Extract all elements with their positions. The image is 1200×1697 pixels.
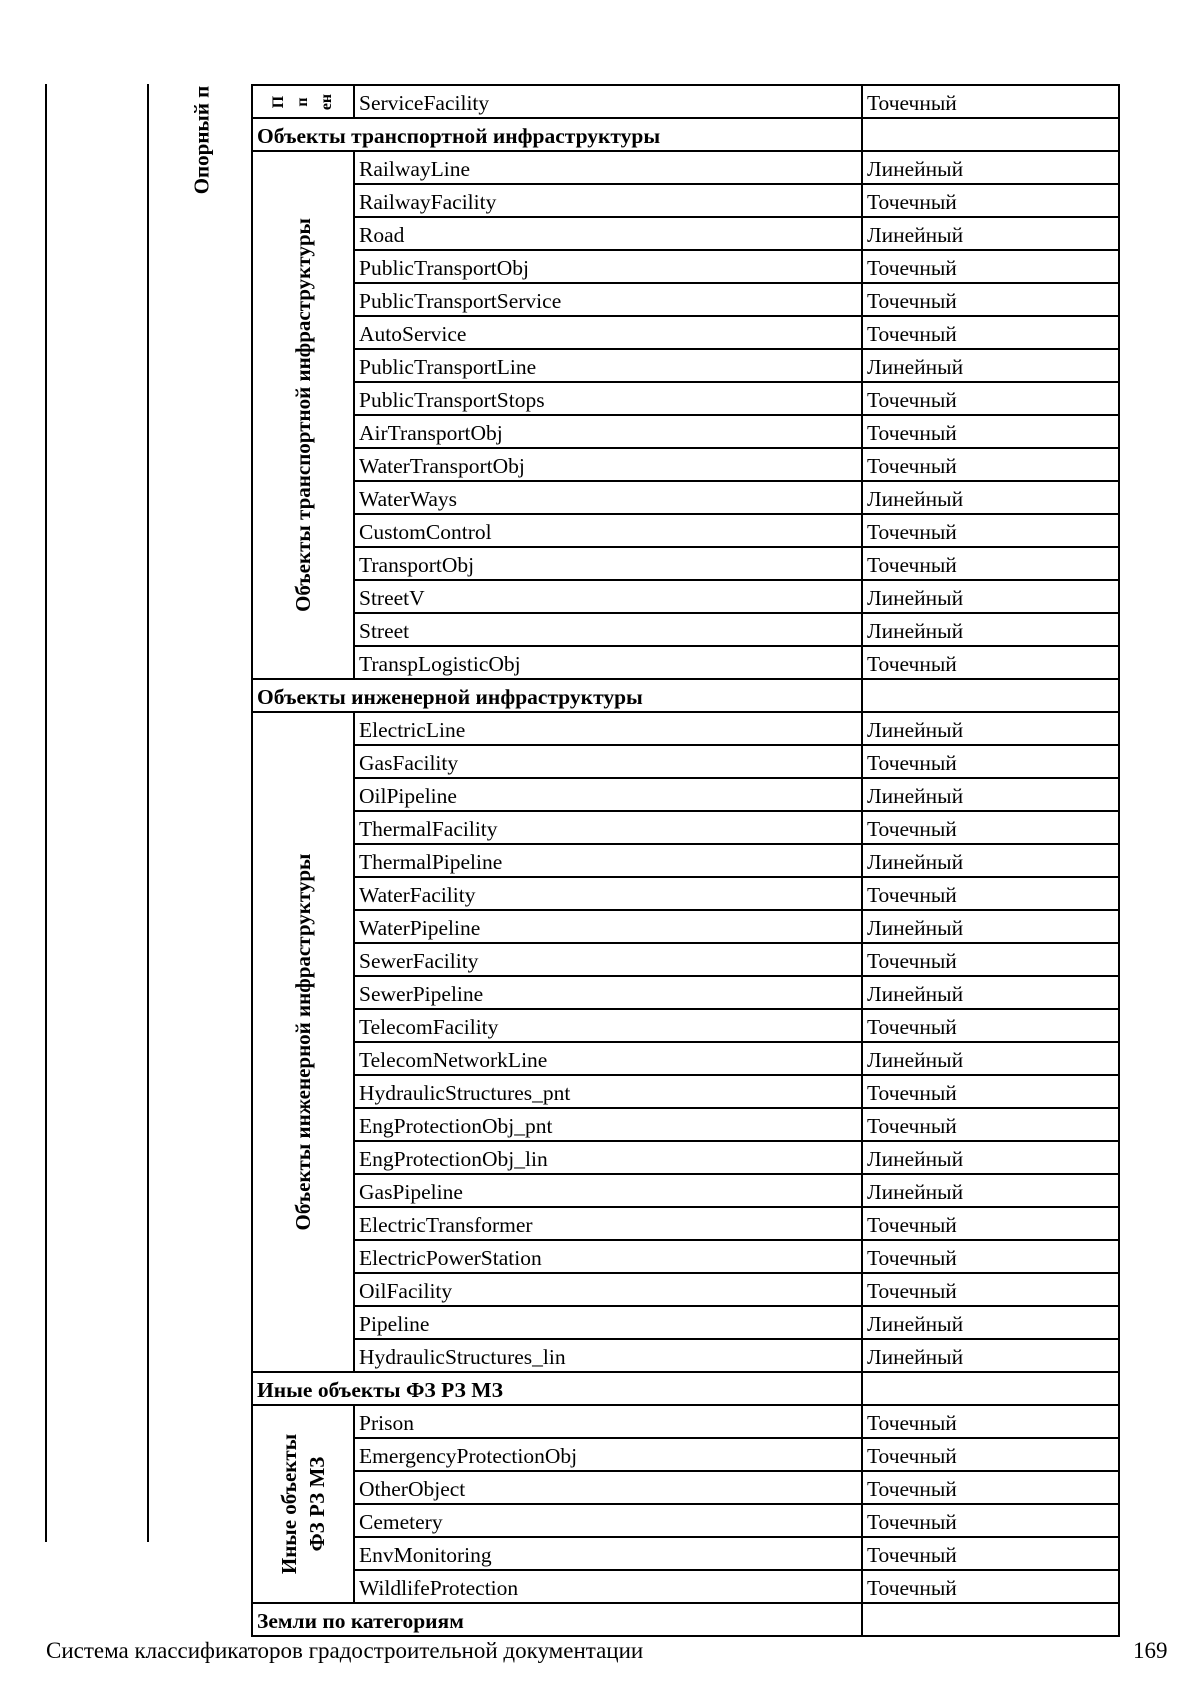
geometry-type-cell: Точечный	[862, 1570, 1119, 1603]
geometry-type-cell: Точечный	[862, 184, 1119, 217]
category-heading-row	[252, 118, 1119, 151]
group-side-label-text: Объекты инженерной инфраструктуры	[291, 853, 315, 1231]
object-name-cell: TranspLogisticObj	[354, 646, 862, 679]
group-side-label	[289, 854, 317, 1231]
table-row	[252, 349, 1119, 382]
table-row	[252, 712, 1119, 745]
category-heading-cell: Объекты инженерной инфраструктуры	[252, 679, 862, 712]
group-side-label-cell	[252, 712, 354, 1372]
geometry-type-cell: Линейный	[862, 217, 1119, 250]
geometry-type-cell: Линейный	[862, 778, 1119, 811]
table-row	[252, 1207, 1119, 1240]
object-name-cell: GasFacility	[354, 745, 862, 778]
category-heading-cell: Объекты транспортной инфраструктуры	[252, 118, 862, 151]
geometry-type-cell: Точечный	[862, 448, 1119, 481]
geometry-type-cell: Линейный	[862, 712, 1119, 745]
object-name-cell: OtherObject	[354, 1471, 862, 1504]
object-name-cell: WaterPipeline	[354, 910, 862, 943]
object-name-cell: WaterWays	[354, 481, 862, 514]
table-row	[252, 481, 1119, 514]
table-row	[252, 283, 1119, 316]
geometry-type-cell: Точечный	[862, 1405, 1119, 1438]
geometry-type-cell: Точечный	[862, 382, 1119, 415]
object-name-cell: WaterTransportObj	[354, 448, 862, 481]
geometry-type-cell: Линейный	[862, 613, 1119, 646]
table-row	[252, 943, 1119, 976]
table-row	[252, 1009, 1119, 1042]
geometry-type-cell: Точечный	[862, 646, 1119, 679]
page-number: 169	[1133, 1638, 1168, 1663]
geometry-type-cell: Точечный	[862, 1273, 1119, 1306]
object-name-cell: SewerPipeline	[354, 976, 862, 1009]
geometry-type-cell: Точечный	[862, 943, 1119, 976]
object-name-cell: SewerFacility	[354, 943, 862, 976]
group-label-fragment: ен	[318, 93, 335, 110]
group-side-label	[267, 93, 339, 109]
table-row	[252, 1141, 1119, 1174]
geometry-type-cell: Точечный	[862, 1108, 1119, 1141]
object-name-cell: GasPipeline	[354, 1174, 862, 1207]
object-name-cell: OilFacility	[354, 1273, 862, 1306]
geometry-type-cell: Точечный	[862, 1471, 1119, 1504]
table-row	[252, 646, 1119, 679]
object-name-cell: ElectricPowerStation	[354, 1240, 862, 1273]
geometry-type-cell: Точечный	[862, 1207, 1119, 1240]
table-row	[252, 1306, 1119, 1339]
group-side-label-text: Объекты транспортной инфраструктуры	[291, 218, 315, 612]
table-row	[252, 1042, 1119, 1075]
group-side-label-text: Иные объекты	[277, 1433, 301, 1575]
object-name-cell: PublicTransportService	[354, 283, 862, 316]
table-row	[252, 1108, 1119, 1141]
geometry-type-cell: Точечный	[862, 250, 1119, 283]
geometry-type-cell: Линейный	[862, 910, 1119, 943]
object-name-cell: ElectricTransformer	[354, 1207, 862, 1240]
object-name-cell: HydraulicStructures_pnt	[354, 1075, 862, 1108]
object-name-cell: TelecomNetworkLine	[354, 1042, 862, 1075]
table-row	[252, 745, 1119, 778]
classifier-table-body	[252, 85, 1119, 1636]
category-heading-row	[252, 1372, 1119, 1405]
object-name-cell: HydraulicStructures_lin	[354, 1339, 862, 1372]
table-row	[252, 580, 1119, 613]
geometry-type-cell: Линейный	[862, 151, 1119, 184]
object-name-cell: OilPipeline	[354, 778, 862, 811]
category-heading-row	[252, 679, 1119, 712]
table-row	[252, 1339, 1119, 1372]
object-name-cell: RailwayLine	[354, 151, 862, 184]
object-name-cell: WaterFacility	[354, 877, 862, 910]
table-row	[252, 1405, 1119, 1438]
table-row	[252, 415, 1119, 448]
table-row	[252, 1273, 1119, 1306]
geometry-type-cell: Точечный	[862, 1537, 1119, 1570]
table-row	[252, 910, 1119, 943]
table-row	[252, 316, 1119, 349]
object-name-cell: PublicTransportLine	[354, 349, 862, 382]
table-row	[252, 976, 1119, 1009]
geometry-type-cell: Точечный	[862, 1075, 1119, 1108]
geometry-type-cell: Точечный	[862, 85, 1119, 118]
geometry-type-cell: Линейный	[862, 580, 1119, 613]
group-label-fragment: П	[270, 95, 287, 108]
group-side-label-cell	[252, 1405, 354, 1603]
table-row	[252, 85, 1119, 118]
object-name-cell: RailwayFacility	[354, 184, 862, 217]
left-border-line	[45, 84, 47, 1542]
geometry-type-cell: Точечный	[862, 745, 1119, 778]
object-name-cell: AirTransportObj	[354, 415, 862, 448]
object-name-cell: ElectricLine	[354, 712, 862, 745]
group-side-label	[289, 218, 317, 612]
object-name-cell: EnvMonitoring	[354, 1537, 862, 1570]
inner-border-line	[147, 84, 149, 1542]
table-row	[252, 448, 1119, 481]
table-row	[252, 877, 1119, 910]
table-row	[252, 217, 1119, 250]
object-name-cell: WildlifeProtection	[354, 1570, 862, 1603]
group-side-label-cell	[252, 151, 354, 679]
geometry-type-cell: Линейный	[862, 349, 1119, 382]
geometry-type-cell: Линейный	[862, 1042, 1119, 1075]
object-name-cell: PublicTransportStops	[354, 382, 862, 415]
geometry-type-cell: Точечный	[862, 1504, 1119, 1537]
object-name-cell: Street	[354, 613, 862, 646]
category-heading-row	[252, 1603, 1119, 1636]
geometry-type-cell: Точечный	[862, 1009, 1119, 1042]
geometry-type-cell: Точечный	[862, 1240, 1119, 1273]
geometry-type-cell: Точечный	[862, 877, 1119, 910]
object-name-cell: TransportObj	[354, 547, 862, 580]
geometry-type-cell: Линейный	[862, 1174, 1119, 1207]
object-name-cell: StreetV	[354, 580, 862, 613]
table-row	[252, 1240, 1119, 1273]
object-name-cell: TelecomFacility	[354, 1009, 862, 1042]
table-row	[252, 844, 1119, 877]
table-row	[252, 1537, 1119, 1570]
table-row	[252, 778, 1119, 811]
geometry-type-cell: Точечный	[862, 415, 1119, 448]
geometry-type-cell: Линейный	[862, 1141, 1119, 1174]
object-name-cell: ServiceFacility	[354, 85, 862, 118]
table-row	[252, 1438, 1119, 1471]
geometry-type-cell: Линейный	[862, 1339, 1119, 1372]
geometry-type-cell: Точечный	[862, 1438, 1119, 1471]
object-name-cell: EngProtectionObj_lin	[354, 1141, 862, 1174]
table-row	[252, 1174, 1119, 1207]
group-side-label	[275, 1434, 331, 1574]
table-row	[252, 151, 1119, 184]
group-side-label-text: ФЗ РЗ МЗ	[305, 1456, 329, 1552]
table-row	[252, 382, 1119, 415]
table-row	[252, 811, 1119, 844]
geometry-type-cell: Точечный	[862, 316, 1119, 349]
geometry-type-cell: Точечный	[862, 547, 1119, 580]
table-row	[252, 1570, 1119, 1603]
table-row	[252, 547, 1119, 580]
object-name-cell: Prison	[354, 1405, 862, 1438]
object-name-cell: EngProtectionObj_pnt	[354, 1108, 862, 1141]
geometry-type-cell: Линейный	[862, 844, 1119, 877]
table-row	[252, 250, 1119, 283]
object-name-cell: EmergencyProtectionObj	[354, 1438, 862, 1471]
object-name-cell: Road	[354, 217, 862, 250]
table-row	[252, 613, 1119, 646]
section-label: Опорный п	[189, 85, 214, 195]
object-name-cell: ThermalPipeline	[354, 844, 862, 877]
geometry-type-cell: Точечный	[862, 283, 1119, 316]
object-name-cell: PublicTransportObj	[354, 250, 862, 283]
empty-type-cell	[862, 1603, 1119, 1636]
object-name-cell: CustomControl	[354, 514, 862, 547]
object-name-cell: Pipeline	[354, 1306, 862, 1339]
table-row	[252, 1075, 1119, 1108]
geometry-type-cell: Линейный	[862, 1306, 1119, 1339]
category-heading-cell: Иные объекты ФЗ РЗ МЗ	[252, 1372, 862, 1405]
empty-type-cell	[862, 679, 1119, 712]
geometry-type-cell: Линейный	[862, 481, 1119, 514]
group-label-fragment: п	[294, 96, 311, 107]
empty-type-cell	[862, 1372, 1119, 1405]
table-row	[252, 1504, 1119, 1537]
category-heading-cell: Земли по категориям	[252, 1603, 862, 1636]
table-row	[252, 514, 1119, 547]
classifier-table	[251, 84, 1120, 1637]
geometry-type-cell: Линейный	[862, 976, 1119, 1009]
object-name-cell: AutoService	[354, 316, 862, 349]
object-name-cell: Cemetery	[354, 1504, 862, 1537]
empty-type-cell	[862, 118, 1119, 151]
table-row	[252, 1471, 1119, 1504]
table-row	[252, 184, 1119, 217]
geometry-type-cell: Точечный	[862, 811, 1119, 844]
footer-title: Система классификаторов градостроительной документации	[46, 1638, 644, 1663]
geometry-type-cell: Точечный	[862, 514, 1119, 547]
group-side-label-cell	[252, 85, 354, 118]
object-name-cell: ThermalFacility	[354, 811, 862, 844]
